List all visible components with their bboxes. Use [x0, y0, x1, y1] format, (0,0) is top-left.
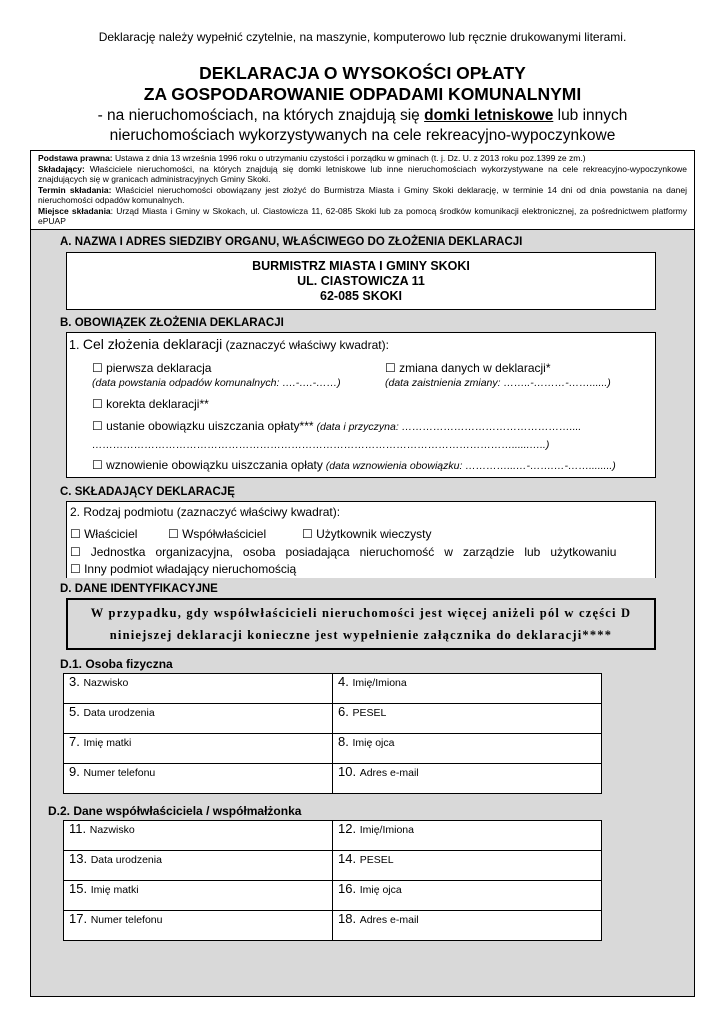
form-subtitle-line2: nieruchomościach wykorzystywanych na cele rekreacyjno-wypoczynkowe [109, 127, 616, 144]
authority-postcode: 62-085 SKOKI [320, 289, 402, 303]
form-title-line1: DEKLARACJA O WYSOKOŚCI OPŁATY [199, 63, 526, 83]
fill-instruction: Deklarację należy wypełnić czytelnie, na maszynie, komputerowo lub ręcznie drukowanymi literami. [98, 30, 627, 44]
d1-heading: D.1. Osoba fizyczna [60, 657, 173, 671]
field-first-names[interactable]: 4. Imię/Imiona [333, 674, 602, 704]
section-b-heading: B. OBOWIĄZEK ZŁOŻENIA DEKLARACJI [60, 317, 284, 329]
legal-basis: Podstawa prawna: Ustawa z dnia 13 września 1996 roku o utrzymaniu czystości i porządku w gminach (t. j. Dz. U. z 2013 roku poz.1399 ze zm.) [38, 153, 586, 163]
option-other-entity[interactable]: ☐ Inny podmiot władający nieruchomością [70, 562, 297, 576]
obligation-end-reason[interactable]: …………………………………………………………………………………………………………......…..) [92, 439, 550, 451]
option-data-change[interactable]: ☐ zmiana danych w deklaracji* [385, 361, 551, 375]
field-co-owner-phone[interactable]: 17. Numer telefonu [64, 911, 333, 941]
section-d-heading: D. DANE IDENTYFIKACYJNE [60, 583, 218, 595]
form-title-line2: ZA GOSPODAROWANIE ODPADAMI KOMUNALNYMI [143, 84, 582, 104]
field-phone[interactable]: 9. Numer telefonu [64, 764, 333, 794]
d2-heading: D.2. Dane współwłaściciela / współmałżonka [48, 804, 302, 818]
option-perpetual-user[interactable]: ☐ Użytkownik wieczysty [302, 527, 432, 541]
option-co-owner[interactable]: ☐ Współwłaściciel [168, 527, 267, 541]
field-co-owner-surname[interactable]: 11. Nazwisko [64, 821, 333, 851]
table-row [64, 881, 602, 911]
table-row [64, 911, 602, 941]
section-a-heading: A. NAZWA I ADRES SIEDZIBY ORGANU, WŁAŚCIWEGO DO ZŁOŻENIA DEKLARACJI [60, 236, 523, 248]
field-father-name[interactable]: 8. Imię ojca [333, 734, 602, 764]
purpose-question: 1. Cel złożenia deklaracji (zaznaczyć właściwy kwadrat): [69, 336, 389, 352]
table-row [64, 674, 602, 704]
field-mother-name[interactable]: 7. Imię matki [64, 734, 333, 764]
notice-line1: W przypadku, gdy współwłaścicieli nieruchomości jest więcej aniżeli pól w części D [90, 606, 632, 620]
co-owner-notice [66, 598, 656, 650]
authority-address [66, 252, 656, 310]
option-organization[interactable]: ☐ Jednostka organizacyjna, osoba posiadająca nieruchomość w zarządzie lub użytkowaniu [70, 545, 617, 559]
field-email[interactable]: 10. Adres e-mail [333, 764, 602, 794]
place-info: Miejsce składania: Urząd Miasta i Gminy w Skokach, ul. Ciastowicza 11, 62-085 Skoki lub za pomocą środków komunikacji elektronicznej, za pośrednictwem platformy ePUAP [38, 205, 687, 226]
d1-table [63, 673, 602, 794]
table-row [64, 734, 602, 764]
table-row [64, 764, 602, 794]
option-first-declaration[interactable]: ☐ pierwsza deklaracja [92, 361, 212, 375]
d2-table [63, 820, 602, 941]
option-correction[interactable]: ☐ korekta deklaracji** [92, 397, 209, 411]
table-row [64, 704, 602, 734]
notice-line2: niniejszej deklaracji konieczne jest wypełnienie załącznika do deklaracji**** [109, 628, 613, 642]
entity-type-question: 2. Rodzaj podmiotu (zaznaczyć właściwy kwadrat): [70, 505, 341, 519]
section-c-heading: C. SKŁADAJĄCY DEKLARACJĘ [60, 486, 235, 498]
field-co-owner-father-name[interactable]: 16. Imię ojca [333, 881, 602, 911]
field-co-owner-email[interactable]: 18. Adres e-mail [333, 911, 602, 941]
legal-basis-box [31, 151, 694, 230]
deadline-info: Termin składania: Właściciel nieruchomości obowiązany jest złożyć do Burmistrza Miasta i Gminy Skoki deklarację, w terminie 14 dni od dnia powstania na danej nieruchomości odpadów komunalnych. [38, 184, 687, 205]
field-surname[interactable]: 3. Nazwisko [64, 674, 333, 704]
field-birth-date[interactable]: 5. Data urodzenia [64, 704, 333, 734]
authority-street: UL. CIASTOWICZA 11 [297, 274, 425, 288]
table-row [64, 821, 602, 851]
authority-name: BURMISTRZ MIASTA I GMINY SKOKI [252, 259, 470, 273]
table-row [64, 851, 602, 881]
form-subtitle-line1: - na nieruchomościach, na których znajdują się domki letniskowe lub innych [97, 107, 628, 124]
field-co-owner-first-names[interactable]: 12. Imię/Imiona [333, 821, 602, 851]
first-declaration-date[interactable]: (data powstania odpadów komunalnych: ….-….-……) [92, 377, 341, 389]
field-co-owner-mother-name[interactable]: 15. Imię matki [64, 881, 333, 911]
data-change-date[interactable]: (data zaistnienia zmiany: ……..-………-……......) [385, 377, 611, 389]
option-owner[interactable]: ☐ Właściciel [70, 527, 138, 541]
field-pesel[interactable]: 6. PESEL [333, 704, 602, 734]
option-obligation-end[interactable]: ☐ ustanie obowiązku uiszczania opłaty*** (data i przyczyna: ………………………………………….... [92, 419, 582, 433]
filer-info: Składający: Właściciele nieruchomości, na których znajdują się domki letniskowe lub inne nieruchomościach wykorzystywane na cele rekreacyjno-wypoczynkowe znajdujących się w granicach administracyjnych Gminy Skoki. [38, 163, 687, 184]
field-co-owner-birth-date[interactable]: 13. Data urodzenia [64, 851, 333, 881]
option-obligation-resume[interactable]: ☐ wznowienie obowiązku uiszczania opłaty (data wznowienia obowiązku: …………...…-…….…-……........) [92, 458, 616, 472]
field-co-owner-pesel[interactable]: 14. PESEL [333, 851, 602, 881]
